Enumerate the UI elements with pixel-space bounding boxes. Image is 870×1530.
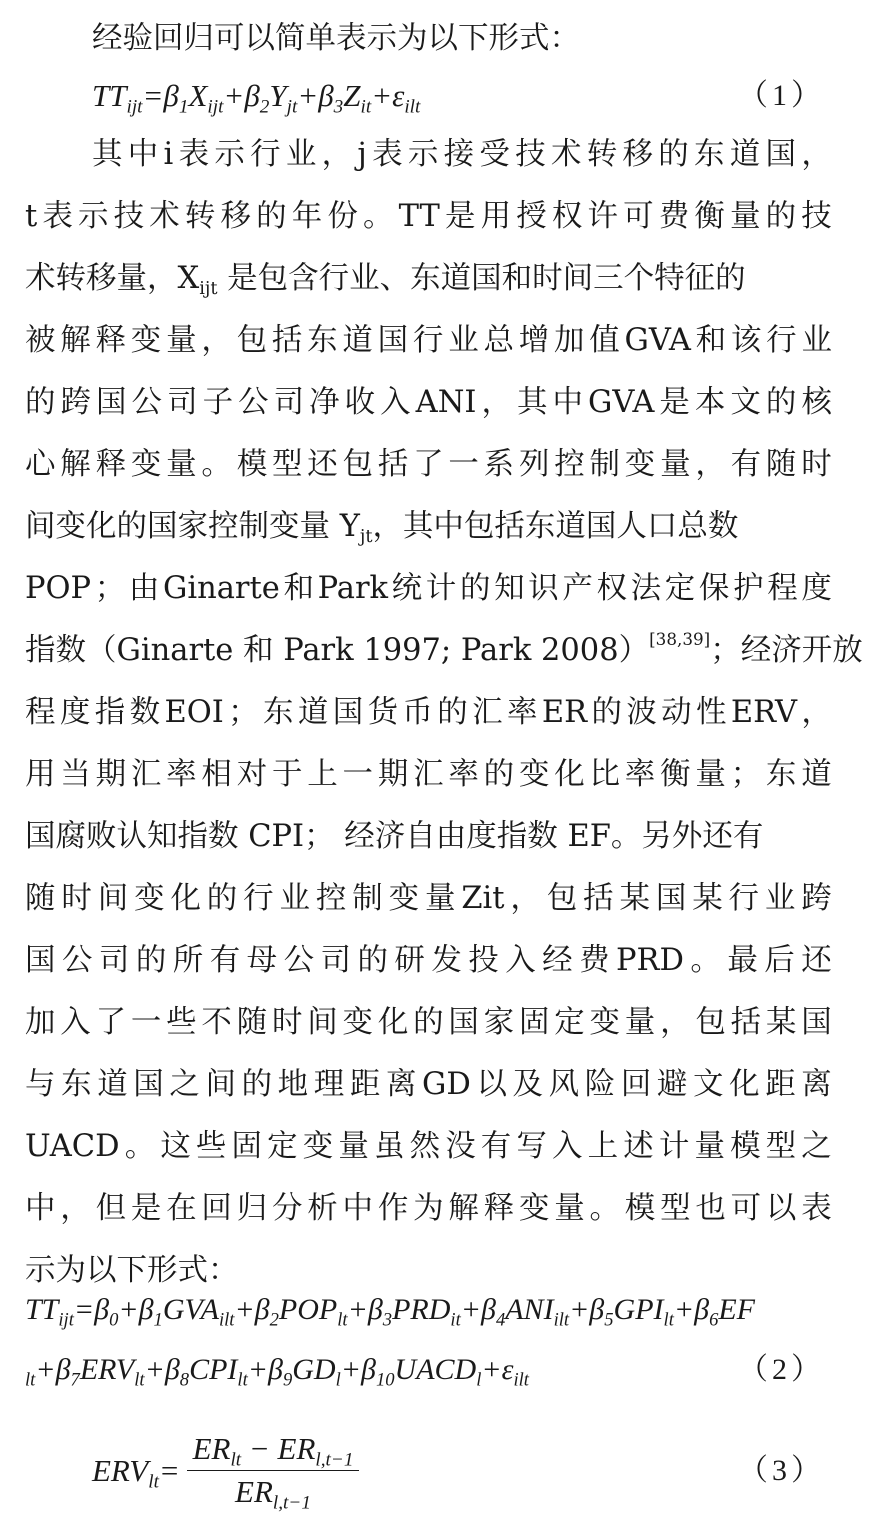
paragraph-line: 经验回归可以简单表示为以下形式： bbox=[92, 21, 580, 56]
paragraph-line: 程 度 指 数 EOI ； 东 道 国 货 币 的 汇 率 ER 的 波 动 性 ERV ， bbox=[25, 695, 832, 730]
fraction-numerator: $ER_{lt} - ER_{l,t-1}$ bbox=[192, 1431, 354, 1471]
fraction-denominator: $ER_{l,t-1}$ bbox=[235, 1474, 311, 1514]
paragraph-line: 示为以下形式： bbox=[25, 1253, 239, 1288]
paragraph-line: 被 解 释 变 量 ， 包 括 东 道 国 行 业 总 增 加 值 GVA 和 该 行 业 bbox=[25, 323, 832, 358]
paragraph-line: 与 东 道 国 之 间 的 地 理 距 离 GD 以 及 风 险 回 避 文 化 距 离 bbox=[25, 1067, 832, 1102]
paragraph-line: 术转移量，$X_{ijt}$ 是包含行业、东道国和时间三个特征的 bbox=[25, 261, 746, 300]
paragraph-line: t 表 示 技 术 转 移 的 年 份 。 TT 是 用 授 权 许 可 费 衡 量 的 技 bbox=[25, 199, 832, 234]
paragraph-line: 指数（Ginarte 和 Park 1997; Park 2008）[38,39]；经济开放 bbox=[25, 628, 863, 668]
equation-1: $TT_{ijt}=\beta_1X_{ijt}+\beta_2Y_{jt}+\beta_3Z_{it}+\varepsilon_{ilt}$ bbox=[92, 78, 421, 118]
paragraph-line: 随 时 间 变 化 的 行 业 控 制 变 量 Zit ， 包 括 某 国 某 行 业 跨 bbox=[25, 881, 832, 916]
paragraph-line: 加 入 了 一 些 不 随 时 间 变 化 的 国 家 固 定 变 量 ， 包 括 某 国 bbox=[25, 1005, 832, 1040]
equation-number-2: （2） bbox=[738, 1353, 825, 1386]
equation-number-3: （3） bbox=[738, 1454, 825, 1487]
equation-3-fraction bbox=[187, 1430, 359, 1514]
paragraph-line: 间变化的国家控制变量 $Y_{jt}$，其中包括东道国人口总数 bbox=[25, 509, 739, 548]
paragraph-line: 国腐败认知指数 CPI； 经济自由度指数 EF。另外还有 bbox=[25, 819, 764, 854]
equation-3-lhs: $ERV_{lt}=$ bbox=[92, 1453, 180, 1493]
equation-2-line-1: $TT_{ijt}=\beta_0+\beta_1GVA_{ilt}+\beta_2POP_{lt}+\beta_3PRD_{it}+\beta_4ANI_{ilt}+\beta_5GPI_{lt}+\beta_6EF$ bbox=[25, 1293, 756, 1331]
paragraph-line: 中 ， 但 是 在 回 归 分 析 中 作 为 解 释 变 量 。 模 型 也 可 以 表 bbox=[25, 1191, 832, 1226]
equation-2-line-2: $_{lt}+\beta_7ERV_{lt}+\beta_8CPI_{lt}+\beta_9GD_l+\beta_{10}UACD_l+\varepsilon_{ilt}$ bbox=[25, 1353, 529, 1391]
equation-number-1: （1） bbox=[738, 79, 825, 112]
paragraph-line: 的 跨 国 公 司 子 公 司 净 收 入 ANI ， 其 中 GVA 是 本 文 的 核 bbox=[25, 385, 832, 420]
paragraph-line: 用 当 期 汇 率 相 对 于 上 一 期 汇 率 的 变 化 比 率 衡 量 ； 东 道 bbox=[25, 757, 832, 792]
paragraph-line: 心 解 释 变 量 。 模 型 还 包 括 了 一 系 列 控 制 变 量 ， 有 随 时 bbox=[25, 447, 832, 482]
citation-superscript: [38,39] bbox=[649, 628, 711, 649]
paragraph-line: POP ； 由 Ginarte 和 Park 统 计 的 知 识 产 权 法 定 保 护 程 度 bbox=[25, 571, 832, 606]
paragraph-line: 其 中 i 表 示 行 业 ， j 表 示 接 受 技 术 转 移 的 东 道 国 ， bbox=[92, 137, 832, 172]
paragraph-line: 国 公 司 的 所 有 母 公 司 的 研 发 投 入 经 费 PRD 。 最 后 还 bbox=[25, 943, 832, 978]
paragraph-line: UACD 。 这 些 固 定 变 量 虽 然 没 有 写 入 上 述 计 量 模 型 之 bbox=[25, 1129, 832, 1164]
